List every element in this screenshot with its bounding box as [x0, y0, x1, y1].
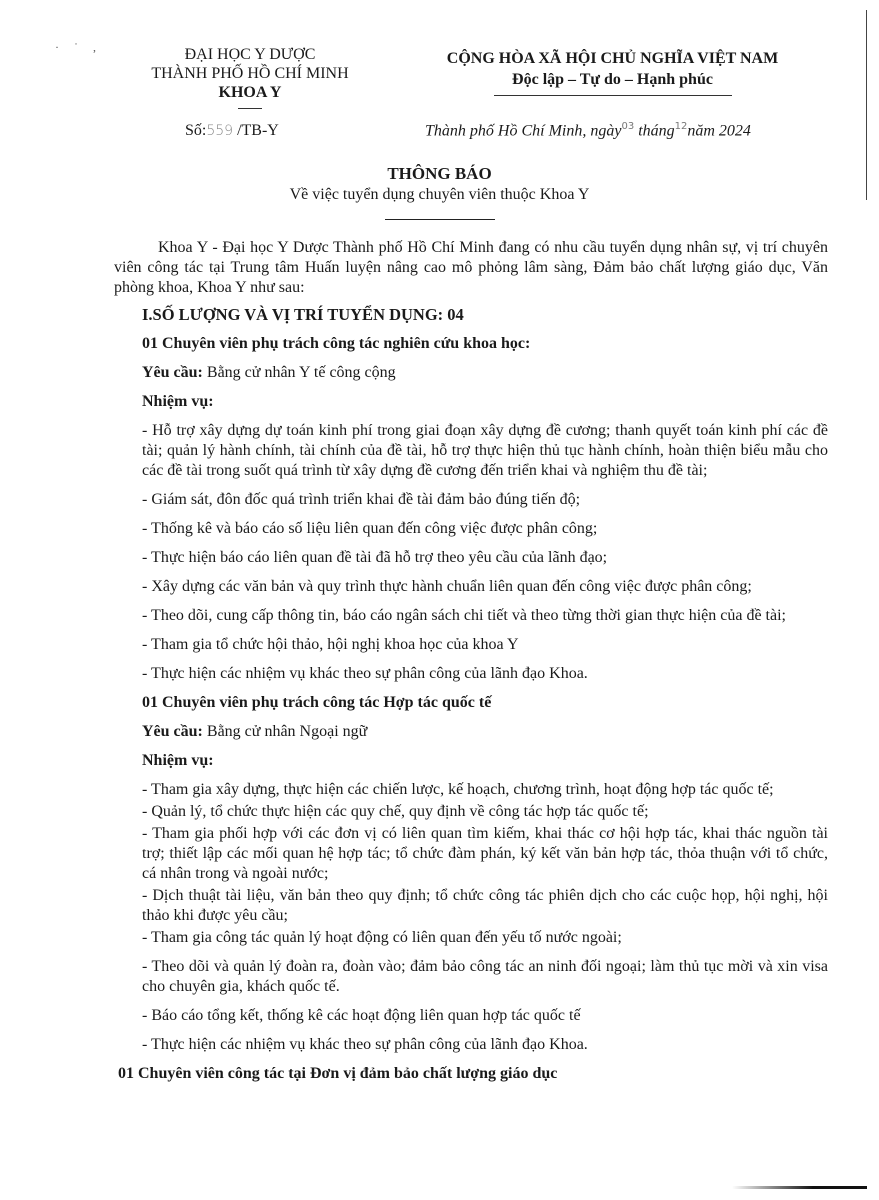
issuing-organization	[135, 45, 365, 109]
section-heading: I.SỐ LƯỢNG VÀ VỊ TRÍ TUYỂN DỤNG: 04	[142, 305, 464, 324]
doc-number-handwritten: 559	[206, 123, 234, 139]
task-item: - Theo dõi, cung cấp thông tin, báo cáo ngân sách chi tiết và theo từng thời gian thực hiện của đề tài;	[142, 607, 786, 624]
tasks-heading: Nhiệm vụ:	[142, 393, 214, 410]
title-block	[0, 163, 879, 220]
position-title: 01 Chuyên viên công tác tại Đơn vị đảm bảo chất lượng giáo dục	[118, 1065, 558, 1082]
date-month-handwritten: 12	[674, 121, 688, 132]
document-subtitle: Về việc tuyển dụng chuyên viên thuộc Khoa Y	[289, 186, 590, 203]
task-item: - Xây dựng các văn bản và quy trình thực hành chuẩn liên quan đến công việc được phân công;	[142, 578, 752, 595]
requirement-value: Bằng cử nhân Ngoại ngữ	[202, 723, 368, 740]
scan-edge-shadow	[732, 1186, 867, 1189]
tasks-heading: Nhiệm vụ:	[142, 752, 214, 769]
document-body	[114, 238, 828, 1084]
title-divider	[385, 219, 495, 220]
task-item: - Thực hiện các nhiệm vụ khác theo sự phân công của lãnh đạo Khoa.	[142, 665, 588, 682]
requirement-label: Yêu cầu:	[142, 723, 203, 740]
position-title: 01 Chuyên viên phụ trách công tác nghiên cứu khoa học:	[142, 335, 531, 352]
task-item: - Thực hiện các nhiệm vụ khác theo sự phân công của lãnh đạo Khoa.	[142, 1036, 588, 1053]
national-divider	[494, 95, 732, 96]
date-month-label: tháng	[638, 122, 675, 140]
scan-specks: · ˙ ,	[55, 40, 102, 54]
date-place: Thành phố Hồ Chí Minh, ngày	[425, 122, 622, 140]
position-title: 01 Chuyên viên phụ trách công tác Hợp tác quốc tế	[142, 694, 492, 711]
task-item: - Tham gia công tác quản lý hoạt động có liên quan đến yếu tố nước ngoài;	[142, 929, 622, 946]
date-year: năm 2024	[687, 122, 751, 140]
national-motto: Độc lập – Tự do – Hạnh phúc	[512, 71, 713, 88]
doc-number-prefix: Số:	[185, 122, 207, 139]
date-day-handwritten: 03	[621, 121, 635, 132]
position-requirement	[142, 722, 828, 742]
intro-paragraph: Khoa Y - Đại học Y Dược Thành phố Hồ Chí Minh đang có nhu cầu tuyển dụng nhân sự, vị trí chuyên viên công tác tại Trung tâm Huấn luyện nâng cao mô phỏng lâm sàng, Đảm bảo chất lượng giáo dục, Văn phòng khoa, Khoa Y như sau:	[114, 239, 828, 296]
doc-number-suffix: /TB-Y	[233, 122, 279, 139]
requirement-label: Yêu cầu:	[142, 364, 203, 381]
document-number	[185, 122, 279, 140]
national-title: CỘNG HÒA XÃ HỘI CHỦ NGHĨA VIỆT NAM	[446, 50, 779, 67]
org-line-city: THÀNH PHỐ HỒ CHÍ MINH	[151, 65, 349, 82]
date-line	[425, 121, 751, 140]
national-header	[425, 48, 800, 96]
requirement-value: Bằng cử nhân Y tế công cộng	[202, 364, 396, 381]
org-divider	[238, 108, 262, 109]
task-item: - Dịch thuật tài liệu, văn bản theo quy định; tổ chức công tác phiên dịch cho các cuộc họp, hội nghị, hội thảo khi được yêu cầu;	[142, 887, 828, 924]
task-item: - Hỗ trợ xây dựng dự toán kinh phí trong giai đoạn xây dựng đề cương; thanh quyết toán kinh phí các đề tài; quản lý hành chính, tài chính của đề tài, hỗ trợ thực hiện thủ tục hành chính, hoàn thiện biểu mẫu cho các đề tài trong suốt quá trình từ xây dựng đề cương đến triển khai và nghiệm thu đề tài;	[142, 422, 828, 479]
document-title: THÔNG BÁO	[387, 164, 492, 183]
task-item: - Quản lý, tổ chức thực hiện các quy chế, quy định về công tác hợp tác quốc tế;	[142, 803, 649, 820]
task-item: - Tham gia phối hợp với các đơn vị có liên quan tìm kiếm, khai thác cơ hội hợp tác, khai thác nguồn tài trợ; thiết lập các mối quan hệ hợp tác; tổ chức đàm phán, ký kết văn bản hợp tác, thỏa thuận với tổ chức, cá nhân trong và ngoài nước;	[142, 825, 828, 882]
position-requirement	[142, 363, 828, 383]
task-item: - Tham gia xây dựng, thực hiện các chiến lược, kế hoạch, chương trình, hoạt động hợp tác quốc tế;	[142, 781, 774, 798]
task-item: - Thống kê và báo cáo số liệu liên quan đến công việc được phân công;	[142, 520, 598, 537]
task-item: - Theo dõi và quản lý đoàn ra, đoàn vào; đảm bảo công tác an ninh đối ngoại; làm thủ tục mời và xin visa cho chuyên gia, khách quốc tế.	[142, 958, 828, 995]
task-item: - Giám sát, đôn đốc quá trình triển khai đề tài đảm bảo đúng tiến độ;	[142, 491, 581, 508]
task-item: - Báo cáo tổng kết, thống kê các hoạt động liên quan hợp tác quốc tế	[142, 1007, 581, 1024]
task-item: - Tham gia tổ chức hội thảo, hội nghị khoa học của khoa Y	[142, 636, 519, 653]
task-item: - Thực hiện báo cáo liên quan đề tài đã hỗ trợ theo yêu cầu của lãnh đạo;	[142, 549, 608, 566]
org-line-university: ĐẠI HỌC Y DƯỢC	[184, 46, 316, 63]
org-line-faculty: KHOA Y	[218, 84, 282, 101]
